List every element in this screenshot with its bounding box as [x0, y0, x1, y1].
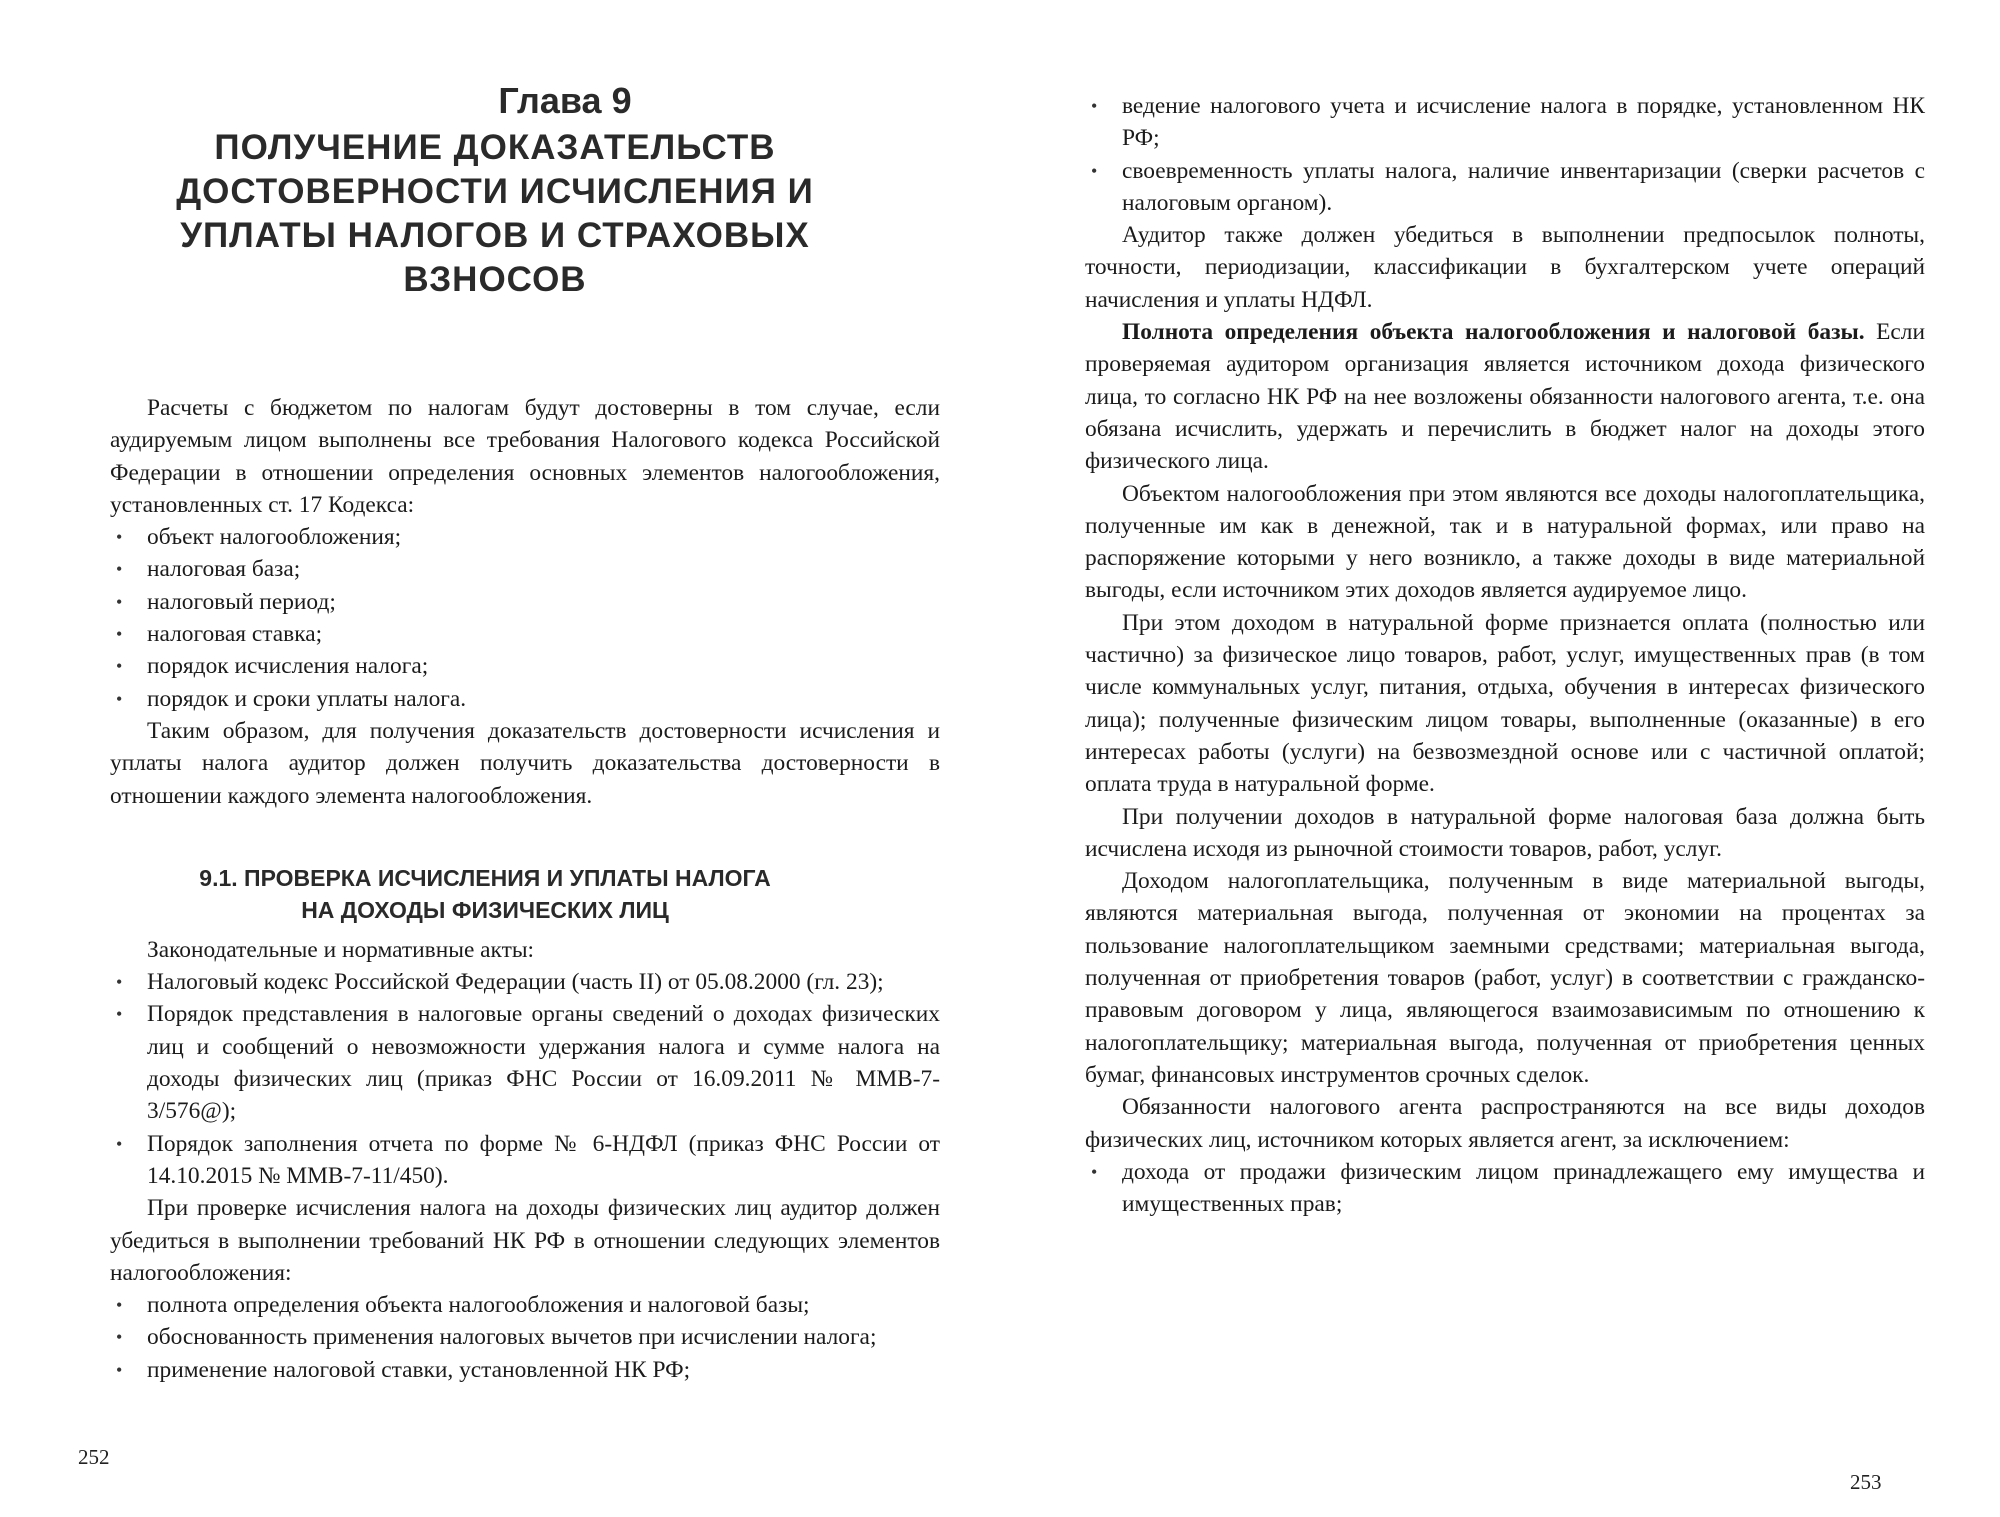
list-item: • налоговая ставка; [110, 618, 940, 650]
list-item: • обоснованность применения налоговых вычетов при исчислении налога; [110, 1321, 940, 1353]
list-item: • своевременность уплаты налога, наличие инвентаризации (сверки расчетов с налоговым органом). [1085, 155, 1925, 220]
list-item: • Порядок заполнения отчета по форме № 6-НДФЛ (приказ ФНС России от 14.10.2015 № ММВ-7-11/450). [110, 1128, 940, 1193]
list-item: • налоговый период; [110, 586, 940, 618]
paragraph-prerequisites: Аудитор также должен убедиться в выполнении предпосылок полноты, точности, периодизации, классификации в бухгалтерском учете операций начисления и уплаты НДФЛ. [1085, 222, 1925, 313]
conclusion-paragraph: Таким образом, для получения доказательств достоверности исчисления и уплаты налога аудитор должен получить доказательства достоверности в отношении каждого элемента налогообложения. [110, 717, 940, 809]
check-intro-paragraph: При проверке исчисления налога на доходы физических лиц аудитор должен убедиться в выполнении требований НК РФ в отношении следующих элементов налогообложения: [110, 1195, 940, 1286]
paragraph-completeness [1085, 316, 1925, 477]
paragraph-agent-duties: Обязанности налогового агента распространяются на все виды доходов физических лиц, источником которых является агент, за исключением: [1085, 1094, 1925, 1153]
page-number-right: 253 [1850, 1470, 1882, 1494]
left-page-column [110, 80, 940, 1386]
list-item: • полнота определения объекта налогообложения и налоговой базы; [110, 1289, 940, 1321]
intro-paragraph: Расчеты с бюджетом по налогам будут достоверны в том случае, если аудируемым лицом выполнены все требования Налогового кодекса Российской Федерации в отношении определения основных элементов налогообложения, установленных ст. 17 Кодекса: [110, 395, 940, 518]
paragraph-in-kind-income: При этом доходом в натуральной форме признается оплата (полностью или частично) за физическое лицо товаров, работ, услуг, имущественных прав (в том числе коммунальных услуг, питания, отдыха, обучения в интересах физического лица); полученные физическим лицом товары, выполненные (оказанные) в его интересах работы (услуги) на безвозмездной основе или с частичной оплатой; оплата труда в натуральной форме. [1085, 609, 1925, 798]
list-item: • применение налоговой ставки, установленной НК РФ; [110, 1354, 940, 1386]
check-items-list [110, 1289, 940, 1386]
completeness-text: Если проверяемая аудитором организация является источником дохода физического лица, то согласно НК РФ на нее возложены обязанности налогового агента, т.е. она обязана исчислить, удержать и перечислить в бюджет налог на доходы этого физического лица. [1085, 319, 1925, 475]
tax-elements-list [110, 521, 940, 715]
list-item: • ведение налогового учета и исчисление налога в порядке, установленном НК РФ; [1085, 90, 1925, 155]
paragraph-tax-base: При получении доходов в натуральной форме налоговая база должна быть исчислена исходя из рыночной стоимости товаров, работ, услуг. [1085, 803, 1925, 862]
acts-intro: Законодательные и нормативные акты: [147, 936, 535, 963]
acts-list [110, 966, 940, 1192]
chapter-label: Глава 9 [498, 80, 632, 121]
list-item: • дохода от продажи физическим лицом принадлежащего ему имущества и имущественных прав; [1085, 1156, 1925, 1221]
page-number-left: 252 [78, 1445, 110, 1469]
list-item: • Порядок представления в налоговые органы сведений о доходах физических лиц и сообщений о невозможности удержания налога и сумме налога на доходы физических лиц (приказ ФНС России от 16.09.2011 № ММВ-7-3/576@); [110, 998, 940, 1127]
paragraph-taxation-object: Объектом налогообложения при этом являются все доходы налогоплательщика, полученные им как в денежной, так и в натуральной формах, или право на распоряжение которыми у него возникло, а также доходы в виде материальной выгоды, если источником этих доходов является аудируемое лицо. [1085, 480, 1925, 604]
completeness-heading: Полнота определения объекта налогообложения и налоговой базы. [1122, 319, 1865, 346]
list-item: • объект налогообложения; [110, 521, 940, 553]
chapter-title: ПОЛУЧЕНИЕ ДОКАЗАТЕЛЬСТВ ДОСТОВЕРНОСТИ ИСЧИСЛЕНИЯ И УПЛАТЫ НАЛОГОВ И СТРАХОВЫХ ВЗНОСОВ [176, 128, 814, 299]
list-item: • налоговая база; [110, 553, 940, 585]
list-item: • порядок и сроки уплаты налога. [110, 683, 940, 715]
right-page [1000, 0, 2000, 1517]
section-title-line-1: 9.1. ПРОВЕРКА ИСЧИСЛЕНИЯ И УПЛАТЫ НАЛОГА [199, 864, 771, 891]
section-title-line-2: НА ДОХОДЫ ФИЗИЧЕСКИХ ЛИЦ [301, 896, 669, 923]
continued-check-items-list [1085, 90, 1925, 219]
list-item: • порядок исчисления налога; [110, 650, 940, 682]
right-page-column [1085, 90, 1925, 1220]
paragraph-material-benefit: Доходом налогоплательщика, полученным в виде материальной выгоды, являются материальная выгода, полученная от экономии на процентах за пользование налогоплательщиком заемными средствами; материальная выгода, полученная от приобретения товаров (работ, услуг) в соответствии с гражданско-правовым договором у лица, являющегося взаимозависимым по отношению к налогоплательщику; материальная выгода, полученная от приобретения ценных бумаг, финансовых инструментов срочных сделок. [1085, 868, 1925, 1088]
section-title [110, 862, 860, 926]
exceptions-list [1085, 1156, 1925, 1221]
list-item: • Налоговый кодекс Российской Федерации (часть II) от 05.08.2000 (гл. 23); [110, 966, 940, 998]
